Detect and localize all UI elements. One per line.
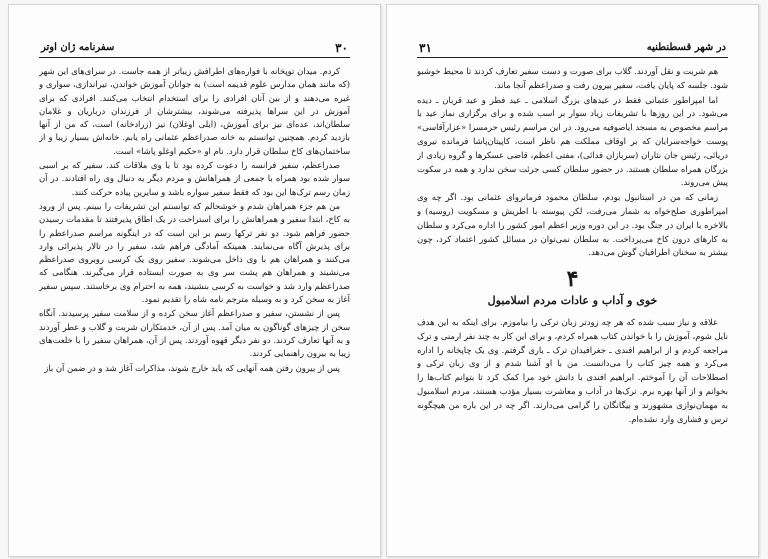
paragraph: من هم جزء همراهان شدم و خوشحالم که توانستم این تشریفات را ببینم. پس از ورود به کاخ، ابتدا سفیر و همراهانش را برای استراحت در یک اطاق پذیرفتند تا مقدمات رسیدن حضور فراهم شود. دو نفر ترکها رسم بر این است که در اینگونه مراسم صدراعظم را برای پذیرش آگاه می‌نمایند. همینکه آمادگی فراهم شد، سفیر را در تالار پذیرائی وارد می‌کنند و همراهان هم با وی داخل می‌شوند. سفیر روی یک کرسی روبروی صدراعظم می‌نشیند و همراهان هم پشت سر وی به صورت ایستاده قرار می‌گیرند. هنگامی که صدراعظم وارد شد و خواست به کرسی بنشیند، همه به احترام وی برخاستند. سپس سفیر آغاز به سخن کرد و به وسیله مترجم نامه شاه را تقدیم نمود. — [39, 200, 350, 305]
paragraph: زمانی که من در استانبول بودم، سلطان محمود فرمانروای عثمانی بود. اگر چه وی امپراطوری صلح‌خواه به شمار می‌رفت، لکن پیوسته با اطریش و مسکویت (روسیه) و بالاخره با ایران در جنگ بود. در این دوره وزیر اعظم امور کشور را اداره می‌کرد و سلطان به کارهای درون کاخ می‌پرداخت. به سلطان نمی‌توان در مسائل کشور اعتماد کرد، چون بیشتر به سخنان اطرافیان گوش می‌دهد. — [417, 192, 728, 258]
paragraph: هم شربت و نقل آوردند. گلاب برای صورت و دست سفیر تعارف کردند تا محیط خوشبو شود. جلسه که پایان یافت، سفیر بیرون رفت و صدراعظم آنجا ماند. — [417, 66, 728, 90]
chapter-number: ۴ — [566, 266, 579, 293]
paragraph: علاقه و نیاز سبب شده که هر چه زودتر زبان ترکی را بیاموزم. برای اینکه به این هدف نایل شوم، آموزش را با خواندن کتاب همراه کردم، و برای این کار به چند نفر ارمنی و ترک مراجعه کردم و از ابراهیم افندی ـ جغرافیدان ترک ـ یاری گرفتم. وی یک چاپخانه را اداره می‌کرد و همه چیز کتاب را می‌دانست. من با او آشنا شدم و از وی زبان ترکی و اصطلاحات آن را آموختم. ابراهیم افندی با دانش خود مرا کمک کرد تا بتوانم کتاب‌ها را بخوانم و از آنها بهره برم. ترک‌ها در آداب و معاشرت بسیار مؤدب هستند، مردم اسلامبول به مهمان‌نوازی مشهورند و بیگانگان را گرامی می‌دارند. اگر چه در این باره من هیچگونه ترس و فشاری وارد نشده‌ام. — [417, 316, 728, 424]
paragraph: پس از نشستن، سفیر و صدراعظم آغاز سخن کرده و از سلامت سفیر پرسیدند. آنگاه سخن از چیزهای گوناگون به میان آمد. پس از آن، خدمتکاران شربت و گلاب و عطر آوردند و به آنها تعارف کردند. دو نفر دیگر قهوه آوردند. پس از آن، همراهان سفیر را با خلعت‌های زیبا به بیرون راهنمایی کردند. — [39, 308, 350, 359]
chapter-title: خوی و آداب و عادات مردم اسلامبول — [487, 294, 658, 308]
left-page-header — [39, 41, 350, 58]
paragraph: کردم. میدان توپخانه با فواره‌های اطرافش زیباتر از همه جاست. در سرای‌های این شهر (که مانند همان مدارس علوم قدیمه است) به جوانان آموزش خواندن، تیراندازی، سواری و غیره می‌دهند و از بین آنان افرادی را برای استخدام انتخاب می‌کنند. افرادی که برای آموزش در این سراها پذیرفته می‌شوند، بیشترشان از فرزندان درباریان و غلامان سلطان‌اند، عده‌ای نیز برای آموزش، (ایلی اوغلان) نیز (زرادخانه) است، که من از آنها بازدید کردم. همچنین توانستم به خانه صدراعظم عثمانی راه یابم. خانه‌اش بسیار زیبا و از ساختمان‌های کاخ سلطان قرار دارد. نام او «حکیم اوغلو پاشا» است. — [39, 66, 350, 156]
right-page-number: ۳۱ — [419, 41, 432, 55]
right-page-body — [417, 65, 728, 546]
paragraph: صدراعظم، سفیر فرانسه را دعوت کرده بود تا با وی ملاقات کند. سفیر که بر اسبی سوار شده بود همراه با جمعی از همراهانش و مردم دیگر به دنبال وی راه افتادند. در آن زمان رسم ترک‌ها این بود که فقط سفیر سواره باشد و سایرین پیاده حرکت کنند. — [39, 160, 350, 197]
left-page — [8, 4, 381, 557]
paragraph: پس از بیرون رفتن همه آنهایی که باید خارج شوند، مذاکرات آغاز شد و در ضمن آن باز — [44, 362, 340, 373]
right-running-title: در شهر قسطنطنیه — [646, 42, 726, 53]
left-page-body — [39, 65, 350, 546]
right-page-header — [417, 41, 728, 58]
left-page-number: ۳۰ — [335, 41, 348, 55]
left-running-title: سفرنامه ژان اوتر — [41, 42, 115, 53]
right-page — [386, 4, 759, 557]
paragraph: اما امپراطور عثمانی فقط در عیدهای بزرگ اسلامی ـ عید فطر و عید قربان ـ دیده می‌شود. در این روزها با تشریفات زیاد سوار بر اسب شده و برای برگزاری نماز عید با مراسم مخصوص به مسجد ایاصوفیه می‌رود. در این مراسم رئیس حرمسرا «عزارآقاسی» پوست خواجه‌سرایان که بر اوقاف مملکت هم ناظر است، کاپیتان‌پاشا فرمانده نیروی دریائی، رئیس جان نثاران (سربازان فدائی)، مفتی اعظم، قاضی عسکرها و گروه زیادی از بزرگان همراه سلطان هستند. در حضور سلطان کسی جرئت سخن ندارد و همه در سکوت پیش می‌روند. — [417, 94, 728, 188]
